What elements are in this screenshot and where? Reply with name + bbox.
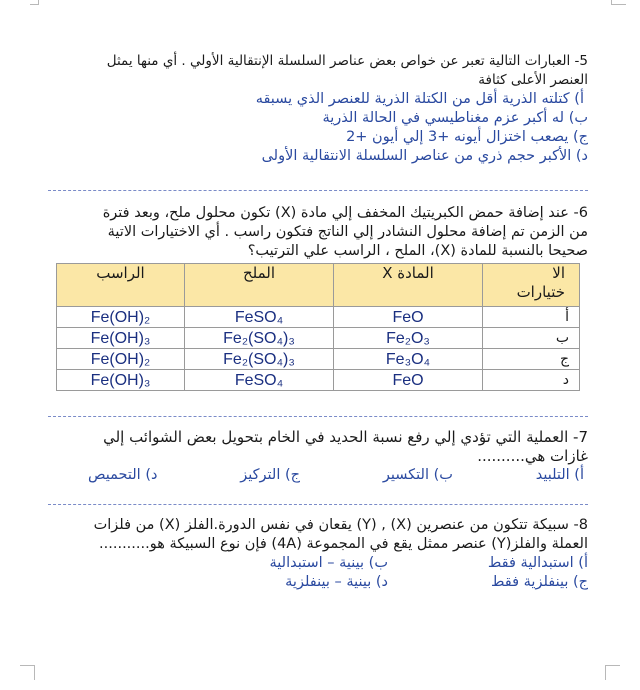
options-row xyxy=(48,466,588,485)
option-b[interactable]: ب) بينية – استبدالية xyxy=(269,555,388,571)
table-header-choices xyxy=(483,264,580,307)
table-row[interactable] xyxy=(57,349,580,370)
cell-substance: Fe₃O₄ xyxy=(334,349,483,370)
question-stem: 7- العملية التي تؤدي إلي رفع نسبة الحديد في الخام بتحويل بعض الشوائب إلي xyxy=(103,428,588,446)
option-d[interactable]: د) الأكبر حجم ذري من عناصر السلسلة الانتقالية الأولى xyxy=(261,148,588,164)
table-row[interactable] xyxy=(57,307,580,328)
cell-salt: FeSO₄ xyxy=(185,307,334,328)
row-label: ج xyxy=(483,349,580,370)
row-label: أ xyxy=(483,307,580,328)
separator-line xyxy=(48,504,588,505)
page-corner-mark xyxy=(30,0,39,5)
cell-substance: FeO xyxy=(334,307,483,328)
option-b[interactable]: ب) له أكبر عزم مغناطيسي في الحالة الذرية xyxy=(322,110,588,126)
row-label: د xyxy=(483,370,580,391)
choices-table xyxy=(56,263,580,391)
table-header-salt: الملح xyxy=(185,264,334,307)
table-header-precipitate: الراسب xyxy=(57,264,185,307)
option-a[interactable]: أ) التلبيد xyxy=(535,467,584,483)
question-7 xyxy=(48,428,588,485)
cell-substance: Fe₂O₃ xyxy=(334,328,483,349)
row-label: ب xyxy=(483,328,580,349)
question-stem: 5- العبارات التالية تعبر عن خواص بعض عناصر السلسلة الإنتقالية الأولي . أي منها يمثل xyxy=(106,53,588,69)
page-corner-mark xyxy=(20,665,35,680)
question-stem: العنصر الأعلى كثافة xyxy=(478,72,588,88)
cell-salt: FeSO₄ xyxy=(185,370,334,391)
separator-line xyxy=(48,416,588,417)
page-corner-mark xyxy=(611,0,626,5)
cell-precipitate: Fe(OH)₂ xyxy=(57,349,185,370)
option-b[interactable]: ب) التكسير xyxy=(382,467,453,483)
option-d[interactable]: د) بينية – بينفلزية xyxy=(285,574,388,590)
cell-substance: FeO xyxy=(334,370,483,391)
header-text: ختيارات xyxy=(516,283,565,301)
table-row[interactable] xyxy=(57,370,580,391)
table-header-substance: المادة X xyxy=(334,264,483,307)
cell-precipitate: Fe(OH)₂ xyxy=(57,307,185,328)
cell-salt: Fe₂(SO₄)₃ xyxy=(185,349,334,370)
options-row xyxy=(48,554,588,573)
question-stem: 6- عند إضافة حمض الكبريتيك المخفف إلي مادة (X) تكون محلول ملح، وبعد فترة xyxy=(102,205,588,221)
question-stem: غازات هي.......... xyxy=(477,447,588,465)
question-stem: من الزمن تم إضافة محلول النشادر إلي الناتج فتكون راسب . أي الاختيارات الاتية xyxy=(107,224,588,240)
question-8 xyxy=(48,516,588,592)
separator-line xyxy=(48,190,588,191)
cell-precipitate: Fe(OH)₃ xyxy=(57,370,185,391)
question-stem: العملة والفلز(Y) عنصر ممثل يقع في المجموعة (4A) فإن نوع السبيكة هو........... xyxy=(99,536,588,552)
cell-precipitate: Fe(OH)₃ xyxy=(57,328,185,349)
options-row xyxy=(48,573,588,592)
page-corner-mark xyxy=(605,665,620,680)
cell-salt: Fe₂(SO₄)₃ xyxy=(185,328,334,349)
option-c[interactable]: ج) التركيز xyxy=(240,467,300,483)
option-a[interactable]: أ) استبدالية فقط xyxy=(487,555,588,571)
question-6 xyxy=(48,204,588,391)
table-row[interactable] xyxy=(57,328,580,349)
option-a[interactable]: أ) كتلته الذرية أقل من الكتلة الذرية للعنصر الذي يسبقه xyxy=(255,91,584,107)
header-text: الا xyxy=(552,264,565,282)
option-c[interactable]: ج) يصعب اختزال أيونه +3 إلي أيون +2 xyxy=(346,129,588,145)
question-stem: صحيحا بالنسبة للمادة (X)، الملح ، الراسب علي الترتيب؟ xyxy=(247,243,588,259)
option-c[interactable]: ج) بينفلزية فقط xyxy=(491,574,588,590)
question-5 xyxy=(48,52,588,166)
option-d[interactable]: د) التحميص xyxy=(88,467,158,483)
question-stem: 8- سبيكة تتكون من عنصرين (X) , (Y) يقعان في نفس الدورة.الفلز (X) من فلزات xyxy=(93,517,588,533)
